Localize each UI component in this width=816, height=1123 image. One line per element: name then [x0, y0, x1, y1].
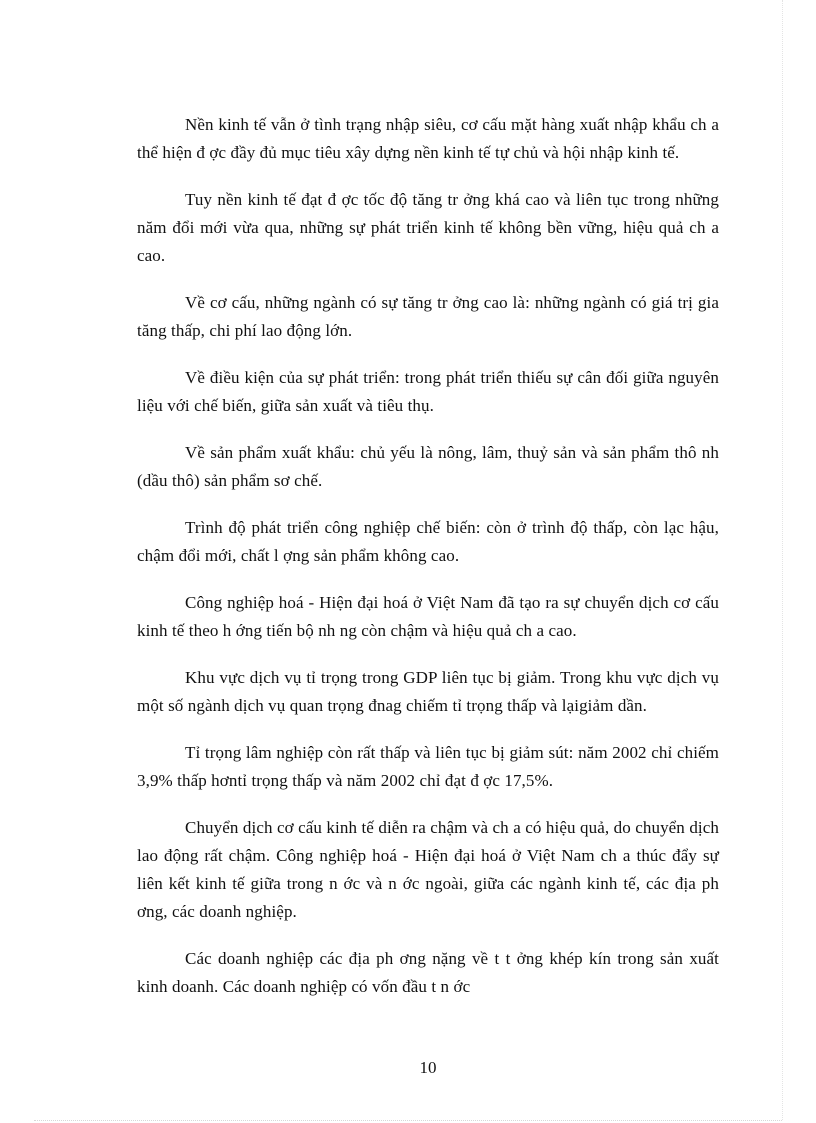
paragraph-structure: Về cơ cấu, những ngành có sự tăng tr ởng cao là: những ngành có giá trị gia tăng thấp, chi phí lao động lớn.	[137, 293, 719, 340]
paragraph-development-conditions: Về điều kiện của sự phát triển: trong phát triển thiếu sự cân đối giữa nguyên liệu với chế biến, giữa sản xuất và tiêu thụ.	[137, 368, 719, 415]
paragraph-industrialization: Công nghiệp hoá - Hiện đại hoá ở Việt Nam đã tạo ra sự chuyển dịch cơ cấu kinh tế theo h ớng tiến bộ nh ng còn chậm và hiệu quả ch a cao.	[137, 593, 719, 640]
page-bottom-divider	[34, 1120, 782, 1121]
paragraph-export-products: Về sản phẩm xuất khẩu: chủ yếu là nông, lâm, thuỷ sản và sản phẩm thô nh (dầu thô) sản phẩm sơ chế.	[137, 443, 719, 490]
page-edge-divider	[782, 0, 783, 1120]
body-text	[137, 111, 719, 1020]
paragraph-processing-industry: Trình độ phát triển công nghiệp chế biến: còn ở trình độ thấp, còn lạc hậu, chậm đổi mới, chất l ợng sản phẩm không cao.	[137, 518, 719, 565]
paragraph-local-enterprises: Các doanh nghiệp các địa ph ơng nặng về t t ởng khép kín trong sản xuất kinh doanh. Các doanh nghiệp có vốn đầu t n ớc	[137, 949, 719, 996]
paragraph-forestry-share: Tỉ trọng lâm nghiệp còn rất thấp và liên tục bị giảm sút: năm 2002 chỉ chiếm 3,9% thấp hơntỉ trọng thấp và năm 2002 chỉ đạt đ ợc 17,5%.	[137, 743, 719, 790]
page-number: 10	[419, 1058, 437, 1077]
paragraph-trade-deficit: Nền kinh tế vẫn ở tình trạng nhập siêu, cơ cấu mặt hàng xuất nhập khẩu ch a thể hiện đ ợc đầy đủ mục tiêu xây dựng nền kinh tế tự chủ và hội nhập kinh tế.	[137, 115, 719, 162]
paragraph-services-sector: Khu vực dịch vụ tỉ trọng trong GDP liên tục bị giảm. Trong khu vực dịch vụ một số ngành dịch vụ quan trọng đnag chiếm tỉ trọng thấp và lạigiảm dần.	[137, 668, 719, 715]
paragraph-growth-sustainability: Tuy nền kinh tế đạt đ ợc tốc độ tăng tr ởng khá cao và liên tục trong những năm đổi mới vừa qua, những sự phát triển kinh tế không bền vững, hiệu quả ch a cao.	[137, 190, 719, 265]
paragraph-economic-shift: Chuyển dịch cơ cấu kinh tế diễn ra chậm và ch a có hiệu quả, do chuyển dịch lao động rất chậm. Công nghiệp hoá - Hiện đại hoá ở Việt Nam ch a thúc đẩy sự liên kết kinh tế giữa trong n ớc và n ớc ngoài, giữa các ngành kinh tế, các địa ph ơng, các doanh nghiệp.	[137, 818, 719, 921]
